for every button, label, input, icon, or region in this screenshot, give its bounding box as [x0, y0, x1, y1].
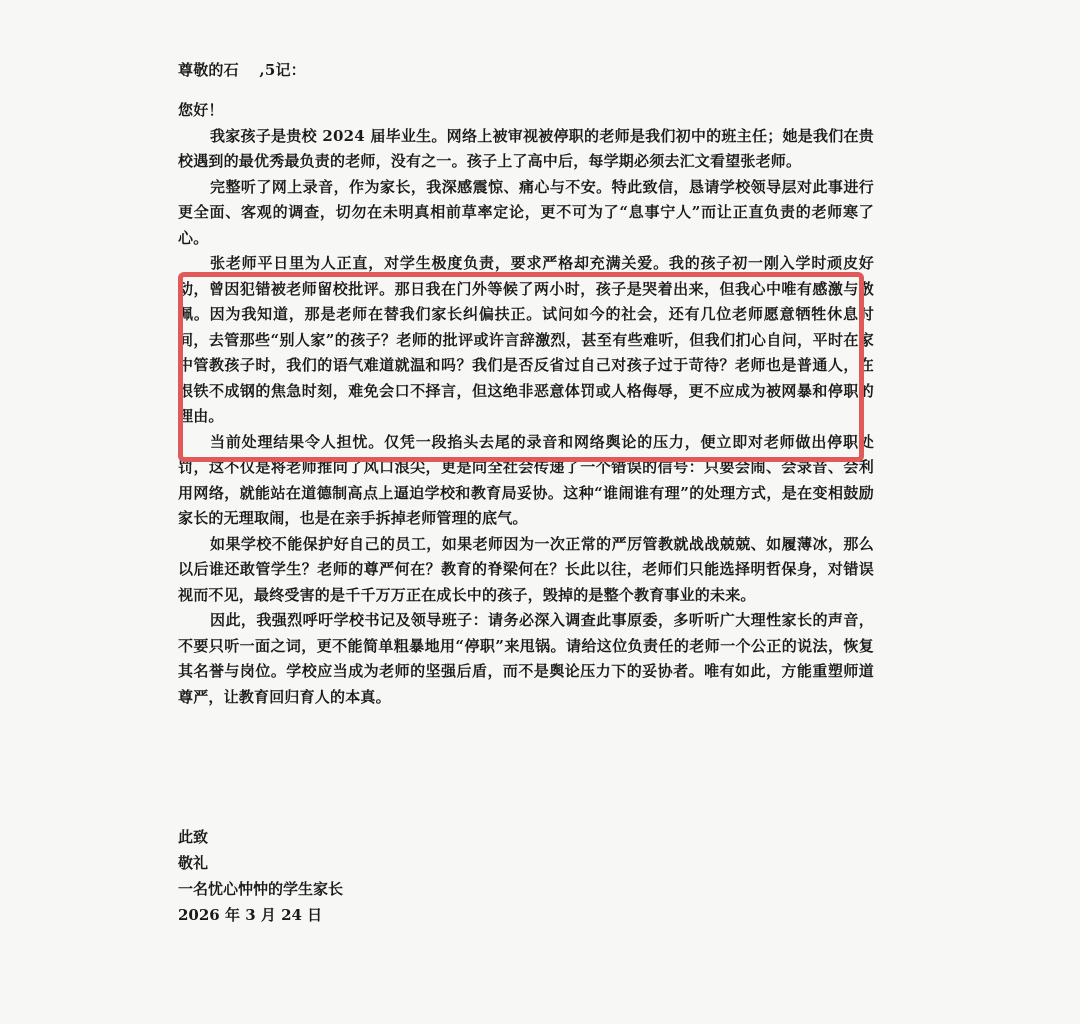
letter-body [178, 58, 874, 710]
paragraph-4: 当前处理结果令人担忧。仅凭一段掐头去尾的录音和网络舆论的压力，便立即对老师做出停职处罚，这不仅是将老师推向了风口浪尖，更是向全社会传递了一个错误的信号：只要会闹、会录音、会利用网络，就能站在道德制高点上逼迫学校和教育局妥协。这种“谁闹谁有理”的处理方式，是在变相鼓励家长的无理取闹，也是在亲手拆掉老师管理的底气。 [178, 432, 874, 527]
letter-date: 2026 年 3 月 24 日 [178, 906, 323, 924]
paragraph-1: 我家孩子是贵校 2024 届毕业生。网络上被审视被停职的老师是我们初中的班主任；她是我们在贵校遇到的最优秀最负责的老师，没有之一。孩子上了高中后，每学期必须去汇文看望张老师。 [178, 126, 874, 170]
greeting: 您好！ [178, 101, 224, 119]
paragraph-2: 完整听了网上录音，作为家长，我深感震惊、痛心与不安。特此致信，恳请学校领导层对此事进行更全面、客观的调查，切勿在未明真相前草率定论，更不可为了“息事宁人”而让正直负责的老师寒了心。 [178, 177, 874, 247]
paragraph-6: 因此，我强烈呼吁学校书记及领导班子：请务必深入调查此事原委，多听听广大理性家长的声音，不要只听一面之词，更不能简单粗暴地用“停职”来甩锅。请给这位负责任的老师一个公正的说法，恢复其名誉与岗位。学校应当成为老师的坚强后盾，而不是舆论压力下的妥协者。唯有如此，方能重塑师道尊严，让教育回归育人的本真。 [178, 611, 874, 706]
closing-ci-zhi: 此致 [178, 828, 209, 846]
closing-jing-li: 敬礼 [178, 854, 209, 872]
signature: 一名忧心忡忡的学生家长 [178, 880, 344, 898]
letter-closing [178, 824, 343, 928]
paragraph-3-highlighted: 张老师平日里为人正直，对学生极度负责，要求严格却充满关爱。我的孩子初一刚入学时顽皮好动，曾因犯错被老师留校批评。那日我在门外等候了两小时，孩子是哭着出来，但我心中唯有感激与敬佩。因为我知道，那是老师在替我们家长纠偏扶正。试问如今的社会，还有几位老师愿意牺牲休息时间，去管那些“别人家”的孩子？老师的批评或许言辞激烈，甚至有些难听，但我们扪心自问，平时在家中管教孩子时，我们的语气难道就温和吗？我们是否反省过自己对孩子过于苛待？老师也是普通人，在恨铁不成钢的焦急时刻，难免会口不择言，但这绝非恶意体罚或人格侮辱，更不应成为被网暴和停职的理由。 [178, 254, 874, 425]
paragraph-5: 如果学校不能保护好自己的员工，如果老师因为一次正常的严厉管教就战战兢兢、如履薄冰，那么以后谁还敢管学生？老师的尊严何在？教育的脊梁何在？长此以往，老师们只能选择明哲保身，对错误视而不见，最终受害的是千千万万正在成长中的孩子，毁掉的是整个教育事业的未来。 [178, 534, 874, 604]
salutation: 尊敬的石 ,5记： [178, 61, 306, 79]
